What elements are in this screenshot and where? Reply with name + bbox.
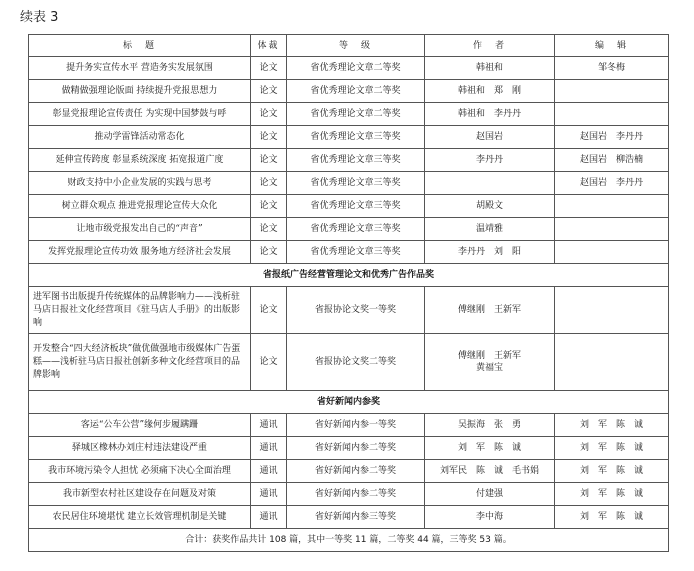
cell-level: 省报协论文奖二等奖 (287, 334, 425, 391)
cell-editor (555, 334, 669, 391)
cell-level: 省优秀理论文章三等奖 (287, 149, 425, 172)
cell-author (425, 172, 555, 195)
header-genre: 体裁 (251, 35, 287, 57)
cell-genre: 论文 (251, 57, 287, 80)
cell-genre: 论文 (251, 103, 287, 126)
header-row (29, 35, 669, 57)
table-row (29, 506, 669, 529)
cell-genre: 通讯 (251, 437, 287, 460)
cell-title: 客运“公车公营”缘何步履蹒跚 (29, 414, 251, 437)
cell-title: 我市新型农村社区建设存在问题及对策 (29, 483, 251, 506)
cell-title: 做精做强理论版面 持续提升党报思想力 (29, 80, 251, 103)
cell-genre: 论文 (251, 218, 287, 241)
cell-level: 省好新闻内参二等奖 (287, 437, 425, 460)
cell-title: 让地市级党报发出自己的“声音” (29, 218, 251, 241)
cell-editor: 刘 军 陈 诚 (555, 483, 669, 506)
cell-level: 省优秀理论文章三等奖 (287, 218, 425, 241)
cell-editor: 邹冬梅 (555, 57, 669, 80)
table-row (29, 80, 669, 103)
cell-editor: 赵国岩 柳浩楠 (555, 149, 669, 172)
cell-author: 李丹丹 刘 阳 (425, 241, 555, 264)
table-row (29, 172, 669, 195)
cell-title: 树立群众观点 推进党报理论宣传大众化 (29, 195, 251, 218)
cell-editor: 刘 军 陈 诚 (555, 437, 669, 460)
cell-title: 我市环境污染令人担忧 必须痛下决心全面治理 (29, 460, 251, 483)
section-heading-news-internal: 省好新闻内参奖 (29, 391, 669, 414)
cell-level: 省优秀理论文章三等奖 (287, 172, 425, 195)
cell-title: 驿城区橡林办刘庄村违法建设严重 (29, 437, 251, 460)
cell-author (425, 287, 555, 334)
cell-editor (555, 218, 669, 241)
cell-author: 韩祖和 郑 刚 (425, 80, 555, 103)
cell-level: 省好新闻内参二等奖 (287, 483, 425, 506)
cell-level: 省优秀理论文章二等奖 (287, 80, 425, 103)
cell-editor (555, 80, 669, 103)
section-row (29, 391, 669, 414)
cell-author: 刘军民 陈 诚 毛书娟 (425, 460, 555, 483)
table-row (29, 218, 669, 241)
cell-author: 胡殿文 (425, 195, 555, 218)
cell-level: 省优秀理论文章三等奖 (287, 195, 425, 218)
cell-author: 韩祖和 李丹丹 (425, 103, 555, 126)
cell-genre: 论文 (251, 287, 287, 334)
cell-author: 李丹丹 (425, 149, 555, 172)
table-row (29, 437, 669, 460)
author-line: 傅继刚 王新军 (457, 351, 521, 361)
cell-editor: 刘 军 陈 诚 (555, 414, 669, 437)
cell-genre: 通讯 (251, 460, 287, 483)
cell-level: 省好新闻内参一等奖 (287, 414, 425, 437)
header-title: 标 题 (29, 35, 251, 57)
cell-level: 省好新闻内参三等奖 (287, 506, 425, 529)
cell-genre: 论文 (251, 149, 287, 172)
cell-author: 赵国岩 (425, 126, 555, 149)
table-row (29, 126, 669, 149)
table-row (29, 334, 669, 391)
cell-title: 开发整合“四大经济板块”做优做强地市级媒体广告蛋糕——浅析驻马店日报社创新多种文化经营项目的品牌影响 (29, 334, 251, 391)
table-row (29, 195, 669, 218)
cell-genre: 论文 (251, 241, 287, 264)
cell-genre: 论文 (251, 334, 287, 391)
author-line: 黄福宝 (475, 363, 503, 373)
cell-title: 农民居住环境堪忧 建立长效管理机制是关键 (29, 506, 251, 529)
table-row (29, 414, 669, 437)
table-row (29, 57, 669, 80)
cell-genre: 通讯 (251, 506, 287, 529)
cell-author: 韩祖和 (425, 57, 555, 80)
cell-level: 省优秀理论文章二等奖 (287, 103, 425, 126)
cell-genre: 论文 (251, 195, 287, 218)
cell-level: 省报协论文奖一等奖 (287, 287, 425, 334)
cell-editor (555, 241, 669, 264)
cell-title: 推动学雷锋活动常态化 (29, 126, 251, 149)
cell-genre: 论文 (251, 172, 287, 195)
cell-editor: 刘 军 陈 诚 (555, 460, 669, 483)
cell-editor: 赵国岩 李丹丹 (555, 126, 669, 149)
cell-editor (555, 103, 669, 126)
header-level: 等 级 (287, 35, 425, 57)
header-author: 作 者 (425, 35, 555, 57)
awards-table (28, 34, 669, 552)
cell-genre: 论文 (251, 126, 287, 149)
cell-author: 刘 军 陈 诚 (425, 437, 555, 460)
cell-level: 省优秀理论文章二等奖 (287, 57, 425, 80)
table-row (29, 483, 669, 506)
cell-genre: 论文 (251, 80, 287, 103)
cell-editor: 赵国岩 李丹丹 (555, 172, 669, 195)
table-row (29, 103, 669, 126)
cell-author: 吴振海 张 勇 (425, 414, 555, 437)
cell-title: 财政支持中小企业发展的实践与思考 (29, 172, 251, 195)
cell-editor: 刘 军 陈 诚 (555, 506, 669, 529)
table-row (29, 149, 669, 172)
cell-title: 延伸宣传跨度 彰显系统深度 拓宽报道广度 (29, 149, 251, 172)
author-line: 傅继刚 王新军 (457, 305, 521, 315)
header-editor: 编 辑 (555, 35, 669, 57)
cell-editor (555, 195, 669, 218)
cell-title: 发挥党报理论宣传功效 服务地方经济社会发展 (29, 241, 251, 264)
cell-genre: 通讯 (251, 483, 287, 506)
cell-author: 温靖雅 (425, 218, 555, 241)
cell-editor (555, 287, 669, 334)
cell-level: 省优秀理论文章三等奖 (287, 241, 425, 264)
table-row (29, 460, 669, 483)
cell-title: 提升务实宣传水平 营造务实发展氛围 (29, 57, 251, 80)
total-row (29, 529, 669, 552)
table-row (29, 241, 669, 264)
cell-level: 省好新闻内参二等奖 (287, 460, 425, 483)
table-row (29, 287, 669, 334)
cell-genre: 通讯 (251, 414, 287, 437)
total-summary: 合计：获奖作品共计 108 篇，其中一等奖 11 篇，二等奖 44 篇，三等奖 53 篇。 (29, 529, 669, 552)
cell-author: 李中海 (425, 506, 555, 529)
cell-author: 付建强 (425, 483, 555, 506)
table-caption: 续表 3 (20, 10, 59, 25)
cell-title: 彰显党报理论宣传责任 为实现中国梦鼓与呼 (29, 103, 251, 126)
section-row (29, 264, 669, 287)
cell-author (425, 334, 555, 391)
cell-title: 进军图书出版提升传统媒体的品牌影响力——浅析驻马店日报社文化经营项目《驻马店人手册》的出版影响 (29, 287, 251, 334)
cell-level: 省优秀理论文章三等奖 (287, 126, 425, 149)
section-heading-newspaper-ads: 省报纸广告经营管理论文和优秀广告作品奖 (29, 264, 669, 287)
